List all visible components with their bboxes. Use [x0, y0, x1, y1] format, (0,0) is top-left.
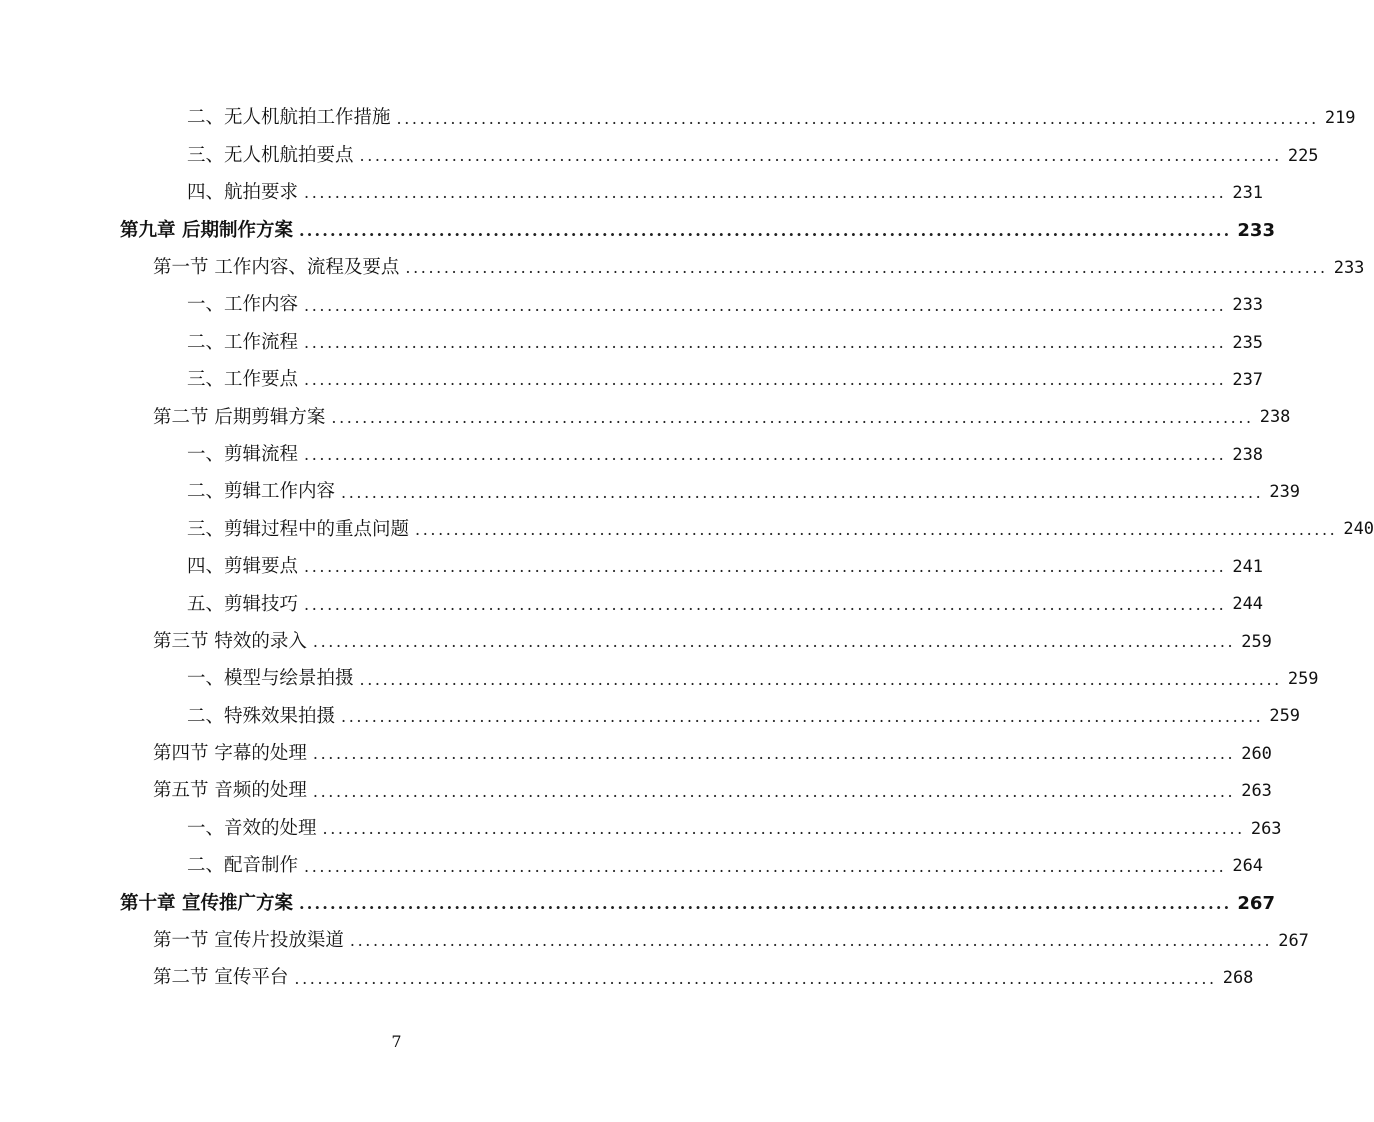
toc-dot-leader: ........................................................................................................................ [359, 669, 1282, 689]
toc-entry-title: 二、特殊效果拍摄 [187, 705, 336, 727]
page-number: 7 [391, 1032, 402, 1051]
toc-dot-leader: ........................................................................................................................ [298, 893, 1232, 913]
toc-entry-title: 二、工作流程 [187, 331, 299, 353]
toc-dot-leader: ........................................................................................................................ [405, 258, 1328, 278]
toc-entry-page: 259 [1269, 706, 1301, 727]
toc-subsection-entry[interactable] [0, 287, 1264, 324]
toc-dot-leader: ........................................................................................................................ [298, 220, 1232, 240]
toc-entry-page: 267 [1278, 930, 1309, 951]
toc-entry-title: 三、无人机航拍要点 [187, 144, 354, 166]
toc-entry-title: 第九章 后期制作方案 [120, 219, 293, 241]
toc-entry-title: 一、模型与绘景拍摄 [187, 668, 354, 690]
toc-entry-title: 二、无人机航拍工作措施 [187, 107, 391, 129]
toc-dot-leader: ........................................................................................................................ [304, 370, 1227, 390]
toc-subsection-entry[interactable] [0, 698, 1301, 735]
toc-entry-title: 第十章 宣传推广方案 [120, 892, 293, 914]
toc-dot-leader: ........................................................................................................................ [322, 819, 1245, 839]
toc-subsection-entry[interactable] [0, 362, 1264, 399]
toc-dot-leader: ........................................................................................................................ [396, 108, 1319, 128]
toc-section-entry[interactable] [0, 773, 1272, 810]
toc-entry-page: 244 [1232, 594, 1264, 615]
toc-dot-leader: ........................................................................................................................ [294, 968, 1217, 988]
toc-section-entry[interactable] [0, 923, 1309, 960]
toc-entry-title: 第二节 宣传平台 [153, 967, 289, 989]
toc-dot-leader: ........................................................................................................................ [304, 183, 1227, 203]
toc-section-entry[interactable] [0, 623, 1272, 660]
toc-entry-title: 四、剪辑要点 [187, 556, 299, 578]
toc-entry-page: 264 [1232, 856, 1264, 876]
toc-entry-title: 二、剪辑工作内容 [187, 481, 336, 503]
toc-dot-leader: ........................................................................................................................ [304, 445, 1227, 465]
toc-dot-leader: ........................................................................................................................ [304, 295, 1227, 315]
toc-entry-page: 259 [1287, 669, 1319, 690]
toc-entry-title: 一、工作内容 [187, 294, 299, 316]
toc-entry-page: 233 [1237, 219, 1275, 241]
toc-entry-page: 231 [1232, 182, 1264, 203]
toc-chapter-entry[interactable] [0, 212, 1275, 249]
toc-subsection-entry[interactable] [0, 586, 1264, 623]
toc-dot-leader: ........................................................................................................................ [341, 482, 1264, 502]
toc-entry-title: 二、配音制作 [187, 855, 299, 877]
toc-entry-page: 267 [1237, 892, 1275, 914]
toc-entry-title: 第四节 字幕的处理 [153, 743, 307, 765]
toc-entry-page: 238 [1259, 407, 1291, 428]
toc-subsection-entry[interactable] [0, 511, 1374, 548]
toc-subsection-entry[interactable] [0, 474, 1301, 511]
toc-entry-page: 225 [1287, 145, 1319, 166]
toc-entry-page: 240 [1343, 519, 1374, 540]
toc-dot-leader: ........................................................................................................................ [304, 557, 1227, 577]
toc-entry-page: 263 [1241, 781, 1272, 802]
toc-entry-title: 三、工作要点 [187, 369, 299, 391]
toc-dot-leader: ........................................................................................................................ [415, 519, 1338, 539]
toc-entry-page: 268 [1222, 968, 1254, 989]
toc-entry-page: 239 [1269, 482, 1301, 503]
toc-entry-page: 235 [1232, 332, 1264, 353]
toc-entry-page: 237 [1232, 369, 1264, 390]
toc-entry-title: 一、剪辑流程 [187, 443, 299, 465]
toc-entry-page: 259 [1241, 631, 1272, 652]
toc-entry-page: 263 [1250, 818, 1282, 839]
toc-entry-title: 一、音效的处理 [187, 817, 317, 839]
toc-dot-leader: ........................................................................................................................ [304, 856, 1227, 876]
toc-entry-title: 四、航拍要求 [187, 182, 299, 204]
toc-entry-page: 238 [1232, 444, 1264, 465]
toc-entry-page: 233 [1232, 295, 1264, 316]
toc-entry-title: 第二节 后期剪辑方案 [153, 406, 326, 428]
toc-dot-leader: ........................................................................................................................ [312, 744, 1236, 764]
toc-entry-page: 260 [1241, 743, 1272, 764]
toc-subsection-entry[interactable] [0, 437, 1264, 474]
toc-dot-leader: ........................................................................................................................ [349, 931, 1273, 951]
toc-entry-page: 233 [1333, 257, 1365, 278]
toc-subsection-entry[interactable] [0, 661, 1319, 698]
toc-subsection-entry[interactable] [0, 324, 1264, 361]
toc-section-entry[interactable] [0, 960, 1254, 997]
toc-subsection-entry[interactable] [0, 549, 1264, 586]
toc-entry-page: 219 [1324, 108, 1356, 129]
toc-section-entry[interactable] [0, 736, 1272, 773]
toc-entry-page: 241 [1232, 556, 1264, 577]
toc-entry-title: 第三节 特效的录入 [153, 630, 307, 652]
toc-section-entry[interactable] [0, 250, 1365, 287]
toc-subsection-entry[interactable] [0, 810, 1282, 847]
toc-dot-leader: ........................................................................................................................ [341, 706, 1264, 726]
toc-dot-leader: ........................................................................................................................ [312, 781, 1236, 801]
toc-dot-leader: ........................................................................................................................ [359, 146, 1282, 166]
toc-section-entry[interactable] [0, 399, 1291, 436]
toc-dot-leader: ........................................................................................................................ [331, 407, 1254, 427]
toc-dot-leader: ........................................................................................................................ [304, 333, 1227, 353]
toc-subsection-entry[interactable] [0, 137, 1319, 174]
toc-subsection-entry[interactable] [0, 175, 1264, 212]
toc-entry-title: 第五节 音频的处理 [153, 780, 307, 802]
toc-entry-title: 第一节 宣传片投放渠道 [153, 930, 344, 952]
toc-dot-leader: ........................................................................................................................ [312, 632, 1236, 652]
toc-entry-title: 五、剪辑技巧 [187, 593, 299, 615]
toc-dot-leader: ........................................................................................................................ [304, 594, 1227, 614]
toc-entry-title: 第一节 工作内容、流程及要点 [153, 257, 400, 278]
toc-entry-title: 三、剪辑过程中的重点问题 [187, 518, 410, 540]
toc-subsection-entry[interactable] [0, 100, 1356, 137]
table-of-contents [0, 100, 1374, 997]
toc-subsection-entry[interactable] [0, 848, 1264, 885]
toc-chapter-entry[interactable] [0, 885, 1275, 922]
